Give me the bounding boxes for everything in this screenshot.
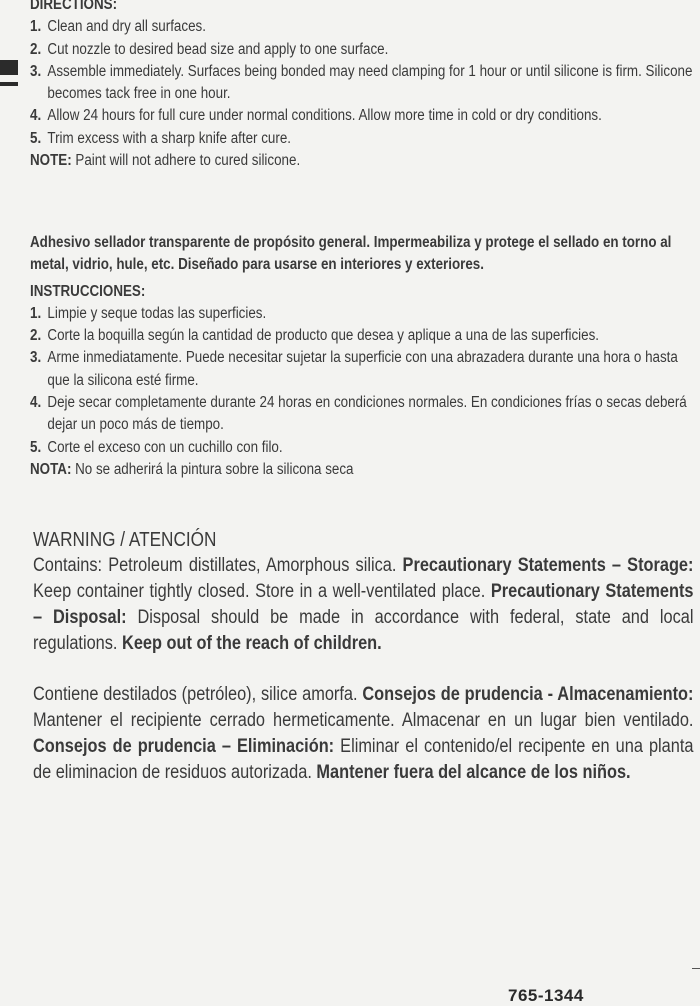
instruction-step: [30, 392, 696, 437]
disposal-text: Disposal should be made in accordance with federal, state and local regulations.: [33, 607, 694, 655]
printed-mark-block: [0, 60, 18, 75]
step-number: 1.: [30, 18, 42, 36]
printed-mark-line: [0, 82, 18, 86]
step-number: 5.: [30, 129, 42, 147]
instruction-step: [30, 325, 696, 347]
warning-spanish-text: [33, 682, 693, 786]
contains-text: Contains: Petroleum distillates, Amorphous silica.: [33, 555, 403, 576]
direction-step: [30, 16, 696, 38]
note-text: Paint will not adhere to cured silicone.: [71, 152, 301, 170]
nota-label: NOTA:: [30, 460, 72, 478]
warning-title: WARNING / ATENCIÓN: [33, 529, 217, 551]
step-number: 4.: [30, 107, 42, 125]
step-number: 5.: [30, 438, 42, 456]
instruction-step: [30, 437, 696, 459]
eliminacion-label: Consejos de prudencia – Eliminación:: [33, 736, 335, 758]
step-text: Deje secar completamente durante 24 horas en condiciones normales. En condiciones frías o secas deberá dejar un poco más de tiempo.: [47, 394, 687, 434]
step-number: 3.: [30, 62, 42, 80]
eliminacion-text: Eliminar el contenido/el recipente en una planta de eliminacion de residuos autorizada.: [33, 736, 694, 784]
step-number: 1.: [30, 304, 42, 322]
instruction-step: [30, 347, 696, 392]
step-text: Arme inmediatamente. Puede necesitar sujetar la superficie con una abrazadera durante una hora o hasta que la silicona esté firme.: [47, 349, 678, 389]
direction-step: [30, 105, 696, 127]
warning-section: [33, 527, 693, 657]
step-number: 2.: [30, 327, 42, 345]
step-number: 3.: [30, 349, 42, 367]
step-text: Corte el exceso con un cuchillo con filo.: [47, 438, 283, 456]
step-text: Limpie y seque todas las superficies.: [47, 304, 267, 322]
storage-text: Keep container tightly closed. Store in a well-ventilated place.: [33, 581, 491, 603]
ninos-warning: Mantener fuera del alcance de los niños.: [316, 762, 631, 784]
directions-spanish: [30, 232, 695, 481]
step-number: 2.: [30, 40, 42, 58]
step-text: Clean and dry all surfaces.: [47, 18, 206, 36]
direction-step: [30, 128, 696, 150]
step-text: Assemble immediately. Surfaces being bonded may need clamping for 1 hour or until silicone is firm. Silicone becomes tack free in one hour.: [47, 62, 693, 103]
almacenamiento-label: Consejos de prudencia - Almacenamiento:: [362, 684, 694, 705]
directions-english: [30, 0, 692, 172]
directions-heading: DIRECTIONS:: [30, 0, 118, 13]
children-warning: Keep out of the reach of children.: [122, 633, 382, 655]
storage-label: Precautionary Statements – Storage:: [402, 555, 694, 576]
instruction-step: [30, 303, 696, 325]
direction-step: [30, 39, 696, 61]
step-text: Trim excess with a sharp knife after cure.: [47, 129, 291, 147]
contiene-text: Contiene destilados (petróleo), silice amorfa.: [33, 684, 363, 705]
step-number: 4.: [30, 394, 42, 412]
warning-spanish-section: [33, 682, 693, 786]
nota-line: [30, 459, 696, 481]
step-text: Corte la boquilla según la cantidad de producto que desea y aplique a una de las superficies.: [47, 327, 599, 345]
product-description-spanish: Adhesivo sellador transparente de propósito general. Impermeabiliza y protege el sellado en torno al metal, vidrio, hule, etc. Diseñado para usarse en interiores y exteriores.: [30, 234, 672, 274]
direction-step: [30, 61, 696, 106]
warning-english-text: [33, 553, 693, 657]
nota-text: No se adherirá la pintura sobre la silicona seca: [71, 460, 354, 478]
note-label: NOTE:: [30, 152, 72, 170]
product-code: 765-1344: [508, 986, 584, 1005]
disposal-label: Precautionary Statements – Disposal:: [33, 581, 694, 629]
step-text: Cut nozzle to desired bead size and apply to one surface.: [47, 40, 389, 58]
note-line: [30, 150, 696, 172]
almacenamiento-text: Mantener el recipiente cerrado hermeticamente. Almacenar en un lugar bien ventilado.: [33, 710, 694, 732]
edge-tick-mark: [692, 968, 700, 969]
instrucciones-heading: INSTRUCCIONES:: [30, 282, 146, 300]
step-text: Allow 24 hours for full cure under normal conditions. Allow more time in cold or dry conditions.: [47, 107, 602, 125]
